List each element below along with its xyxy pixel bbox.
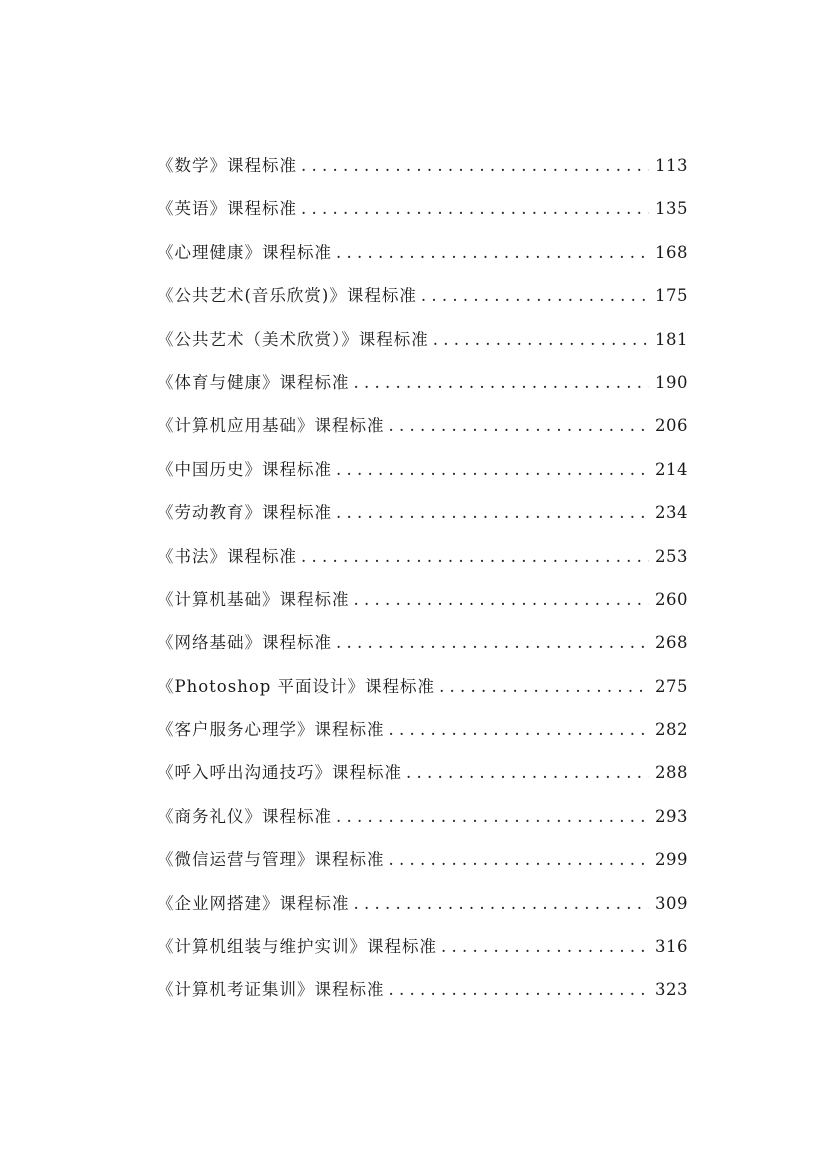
toc-entry[interactable] xyxy=(157,369,688,412)
toc-entry-page: 113 xyxy=(655,156,688,175)
toc-entry-title: 《计算机考证集训》课程标准 xyxy=(157,980,385,1000)
toc-dot-leader xyxy=(406,763,649,782)
toc-dot-leader xyxy=(336,503,649,522)
toc-entry-page: 253 xyxy=(655,546,688,566)
toc-entry-page: 168 xyxy=(655,242,688,262)
toc-entry-title: 《Photoshop 平面设计》课程标准 xyxy=(157,676,436,696)
toc-entry[interactable] xyxy=(157,890,688,933)
toc-entry-title: 《网络基础》课程标准 xyxy=(157,633,332,653)
toc-entry-page: 299 xyxy=(655,850,688,870)
toc-dot-leader xyxy=(336,807,649,826)
toc-entry-page: 135 xyxy=(655,199,688,219)
toc-entry-title: 《公共艺术(音乐欣赏)》课程标准 xyxy=(157,286,417,306)
toc-entry[interactable] xyxy=(157,543,688,586)
toc-dot-leader xyxy=(336,460,649,479)
toc-entry-title: 《呼入呼出沟通技巧》课程标准 xyxy=(157,763,402,783)
toc-entry-page: 316 xyxy=(655,937,688,957)
toc-entry-title: 《计算机基础》课程标准 xyxy=(157,589,350,609)
toc-entry-title: 《英语》课程标准 xyxy=(157,199,297,219)
toc-entry[interactable] xyxy=(157,239,688,282)
toc-entry-title: 《客户服务心理学》课程标准 xyxy=(157,720,385,740)
toc-entry[interactable] xyxy=(157,673,688,716)
toc-entry-page: 309 xyxy=(655,893,688,913)
toc-entry-page: 206 xyxy=(655,416,688,436)
toc-dot-leader xyxy=(336,633,649,652)
toc-entry-page: 214 xyxy=(655,459,688,479)
toc-entry-title: 《心理健康》课程标准 xyxy=(157,242,332,262)
toc-entry[interactable] xyxy=(157,846,688,889)
toc-entry-page: 268 xyxy=(655,633,688,653)
toc-entry[interactable] xyxy=(157,282,688,325)
toc-entry-page: 234 xyxy=(655,503,688,523)
toc-dot-leader xyxy=(336,243,649,262)
toc-entry-page: 275 xyxy=(655,676,688,696)
toc-entry[interactable] xyxy=(157,152,688,195)
toc-entry-title: 《计算机应用基础》课程标准 xyxy=(157,416,385,436)
toc-entry-title: 《中国历史》课程标准 xyxy=(157,459,332,479)
toc-entry[interactable] xyxy=(157,803,688,846)
toc-entry-page: 282 xyxy=(655,720,688,740)
toc-entry-title: 《劳动教育》课程标准 xyxy=(157,503,332,523)
toc-entry-page: 190 xyxy=(655,372,688,392)
toc-dot-leader xyxy=(389,980,650,999)
toc-dot-leader xyxy=(421,286,649,305)
toc-entry-page: 323 xyxy=(655,980,688,1000)
toc-entry[interactable] xyxy=(157,499,688,542)
toc-entry[interactable] xyxy=(157,586,688,629)
table-of-contents xyxy=(157,152,688,1020)
toc-entry[interactable] xyxy=(157,412,688,455)
toc-entry-title: 《公共艺术（美术欣赏）》课程标准 xyxy=(157,329,429,349)
toc-entry[interactable] xyxy=(157,326,688,369)
toc-entry-page: 175 xyxy=(655,286,688,306)
toc-entry-title: 《计算机组装与维护实训》课程标准 xyxy=(157,937,437,957)
toc-entry-title: 《商务礼仪》课程标准 xyxy=(157,806,332,826)
toc-entry[interactable] xyxy=(157,195,688,238)
toc-entry-page: 288 xyxy=(655,763,688,783)
toc-entry[interactable] xyxy=(157,759,688,802)
toc-dot-leader xyxy=(301,547,649,566)
toc-dot-leader xyxy=(389,720,650,739)
toc-dot-leader xyxy=(354,894,650,913)
toc-dot-leader xyxy=(389,416,650,435)
toc-dot-leader xyxy=(433,330,649,349)
toc-dot-leader xyxy=(354,373,650,392)
toc-dot-leader xyxy=(439,677,649,696)
toc-entry-title: 《数学》课程标准 xyxy=(157,156,297,175)
toc-entry-title: 《体育与健康》课程标准 xyxy=(157,372,350,392)
toc-entry[interactable] xyxy=(157,629,688,672)
toc-dot-leader xyxy=(389,850,650,869)
toc-entry[interactable] xyxy=(157,976,688,1019)
toc-entry-title: 《书法》课程标准 xyxy=(157,546,297,566)
toc-entry[interactable] xyxy=(157,716,688,759)
toc-entry-title: 《微信运营与管理》课程标准 xyxy=(157,850,385,870)
toc-entry-page: 293 xyxy=(655,806,688,826)
toc-entry-title: 《企业网搭建》课程标准 xyxy=(157,893,350,913)
toc-entry-page: 260 xyxy=(655,589,688,609)
toc-dot-leader xyxy=(354,590,650,609)
toc-entry-page: 181 xyxy=(655,329,688,349)
toc-entry[interactable] xyxy=(157,456,688,499)
toc-dot-leader xyxy=(301,156,649,175)
toc-dot-leader xyxy=(441,937,649,956)
toc-entry[interactable] xyxy=(157,933,688,976)
toc-dot-leader xyxy=(301,199,649,218)
